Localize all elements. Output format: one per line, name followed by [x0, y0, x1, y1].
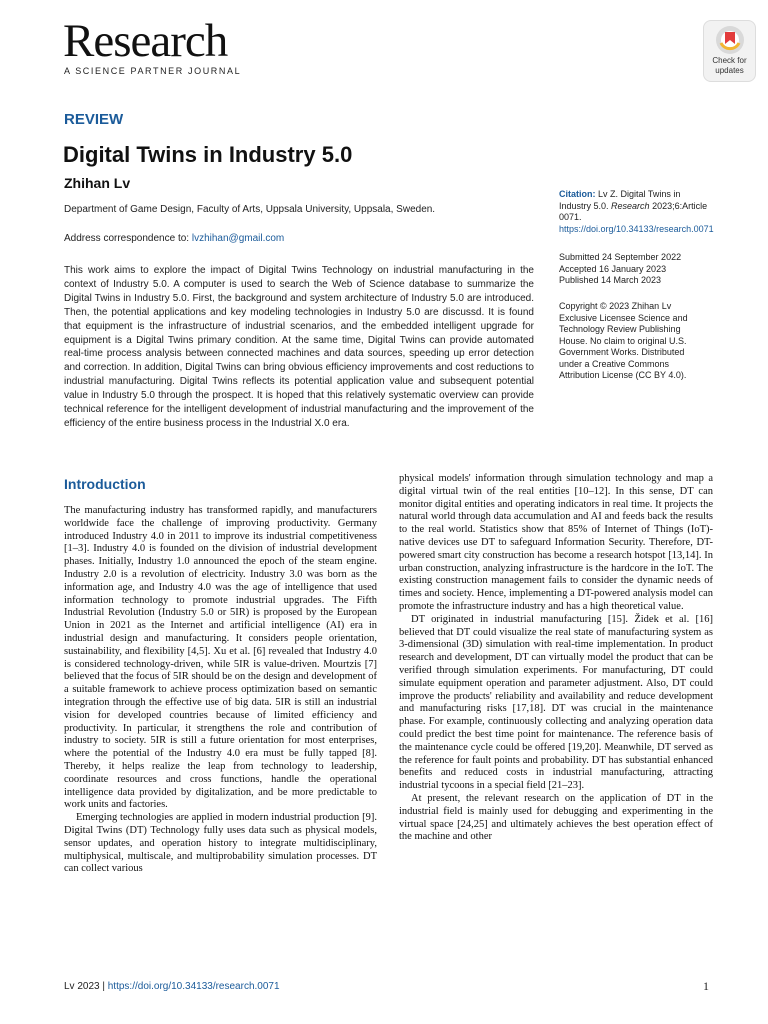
check-updates-label-1: Check for: [712, 56, 747, 65]
abstract: This work aims to explore the impact of Digital Twins Technology on industrial manufacturing in the context of Industry 5.0. A computer is used to search the Web of Science database to summarize the Digital Twins in Industry 5.0. First, the background and system architecture of Industry 5.0 are introduced. Then, the potential applications and key modeling technologies in Industry 5.0 are discussd. It is found that equipment is the infrastructure of industrial scenarios, and the embedded intelligent upgrade for equipment is a Digital Twins primary condition. At the same time, Digital Twins can provide automated real-time process analysis between connected machines and data sources, speeding up error detection and correction. In addition, Digital Twins can bring obvious efficiency improvements and cost reductions to industrial manufacturing. Digital Twins reflects its potential application value and subsequent potential value in Industry 5.0 through the prospect. It is hoped that this relatively systematic overview can provide technical reference for the intelligent development of industrial manufacturing and the improvement of the efficiency of the entire business process in the Industrial X.0 era.: [64, 265, 534, 429]
citation-label: Citation:: [559, 189, 596, 199]
check-for-updates-badge[interactable]: [703, 20, 756, 82]
paragraph: DT originated in industrial manufacturing [15]. Židek et al. [16] believed that DT could visualize the real state of manufacturing system as 3-dimensional (3D) simulation with real-time implementation. In product research and development, DT can virtually model the product that can be verified through simulation experiments. For manufacturing, DT could simulate equipment operation and parameter adjustment. Also, DT could improve the products' reliability and availability and reduce development and manufacturing risks [17,18]. DT was crucial in the maintenance phase. For example, continuously collecting and analyzing operation data could predict the best time point for maintenance. The reference basis of the maintenance cycle could be offered [19,20]. Meanwhile, DT served as the reference for fault points and probability. DT has substantial enhanced benefits and reduced costs in industrial manufacturing, attracting industrial tycoons in a special field [21–23].: [399, 613, 713, 792]
citation-journal: Research: [611, 200, 650, 211]
copyright-notice: Copyright © 2023 Zhihan Lv Exclusive Licensee Science and Technology Review Publishing House. No claim to original U.S. Government Works. Distributed under a Creative Commons Attribution License (CC BY 4.0).: [559, 301, 688, 380]
page-number: 1: [703, 979, 709, 993]
published-date: Published 14 March 2023: [559, 275, 662, 285]
paragraph: At present, the relevant research on the application of DT in the industrial field is mainly used for debugging and experimenting in the virtual space [24,25] and ultimately achieves the best operation effect of the machine and other: [399, 792, 713, 843]
correspondence-email-link[interactable]: lvzhihan@gmail.com: [191, 233, 285, 244]
citation-block: [559, 189, 714, 235]
paragraph: The manufacturing industry has transformed rapidly, and manufacturers worldwide face the challenge of improving productivity. Germany introduced Industry 4.0 in 2011 to improve its industrial competitiveness [1–3]. Industry 4.0 is founded on the division of industrial development phases. Initially, Industry 1.0 announced the epoch of the steam engine. Industry 2.0 is a revolution of electricity. Industry 3.0 was born as the information age, and Industry 4.0 was the age of intelligence that used information technology to promote industrial upgrades. The Fifth Industrial Revolution (Industry 5.0 or 5IR) is proposed by the European Union in 2021 as the Internet and artificial intelligence (AI) era in industrial design and manufacturing. It considers people orientation, sustainability, and flexibility [4,5]. Xu et al. [6] revealed that Industry 4.0 is considered technology-driven, while 5IR is value-driven. Mourtzis [7] believed that the focus of 5IR should be on the design and development of a suitable framework to achieve process optimization based on semantic integration through the effective use of big data. 5IR is still an industrial vision for developed countries because of limited efficiency and productivity. In particular, it strengthens the role and contribution of industry to society. 5IR is still a future orientation for most enterprises, where the potential of the Industry 4.0 era must be fully tapped [8]. Thereby, it helps realize the leap from technology to leadership, coordinate resources and cross functions, handle the operational intelligence data provided by digitalization, and be more predictable to work units and factories.: [64, 505, 377, 811]
section-label: REVIEW: [64, 111, 124, 128]
citation-details: 2023;6:Article 0071.: [559, 200, 708, 222]
accepted-date: Accepted 16 January 2023: [559, 263, 667, 274]
citation-doi-link[interactable]: https://doi.org/10.34133/research.0071: [559, 223, 714, 234]
correspondence: [64, 233, 284, 244]
article-title: Digital Twins in Industry 5.0: [63, 142, 353, 167]
body-column-right: [399, 473, 713, 844]
journal-tagline: A SCIENCE PARTNER JOURNAL: [64, 66, 242, 76]
introduction-heading: Introduction: [64, 476, 146, 492]
paragraph: physical models' information through simulation technology and map a digital virtual twin of the real entities [10–12]. In this sense, DT can monitor digital entities and operating indicators in real time. It projects the natural world through data accumulation and AI and feeds back the results to the real world. Statistics show that 85% of Internet of Things (IoT)-native devices use DT to safeguard Information Security. Therefore, DT-powered smart city construction has become a research hotspot [13,14]. In urban construction, analyzing infrastructure is the hardcore in the IoT. The existing construction management fails to consider the dynamic needs of times and society. Hence, implementing a DT-powered analysis model can promote the infrastructure industry and has a high theoretical value.: [399, 473, 713, 612]
submitted-date: Submitted 24 September 2022: [559, 252, 682, 262]
footer-author-year: Lv 2023 |: [64, 981, 108, 992]
author-affiliation: Department of Game Design, Faculty of Arts, Uppsala University, Uppsala, Sweden.: [64, 204, 436, 215]
publication-dates: [559, 252, 709, 287]
correspondence-label: Address correspondence to:: [64, 233, 192, 244]
body-column-left: [64, 505, 377, 876]
citation-text: Lv Z. Digital Twins in Industry 5.0.: [559, 189, 681, 211]
check-updates-icon: [715, 25, 745, 55]
footer-doi-link[interactable]: https://doi.org/10.34133/research.0071: [107, 981, 280, 992]
journal-name: Research: [63, 15, 228, 67]
check-updates-label-2: updates: [715, 66, 744, 75]
footer-citation: [64, 981, 280, 992]
author-name: Zhihan Lv: [64, 175, 131, 191]
paragraph: Emerging technologies are applied in modern industrial production [9]. Digital Twins (DT) Technology fully uses data such as physical models, sensor updates, and operation history to integrate multidisciplinary, multiphysical, multiscale, and multiprobability simulation processes. DT can collect various: [64, 812, 377, 875]
